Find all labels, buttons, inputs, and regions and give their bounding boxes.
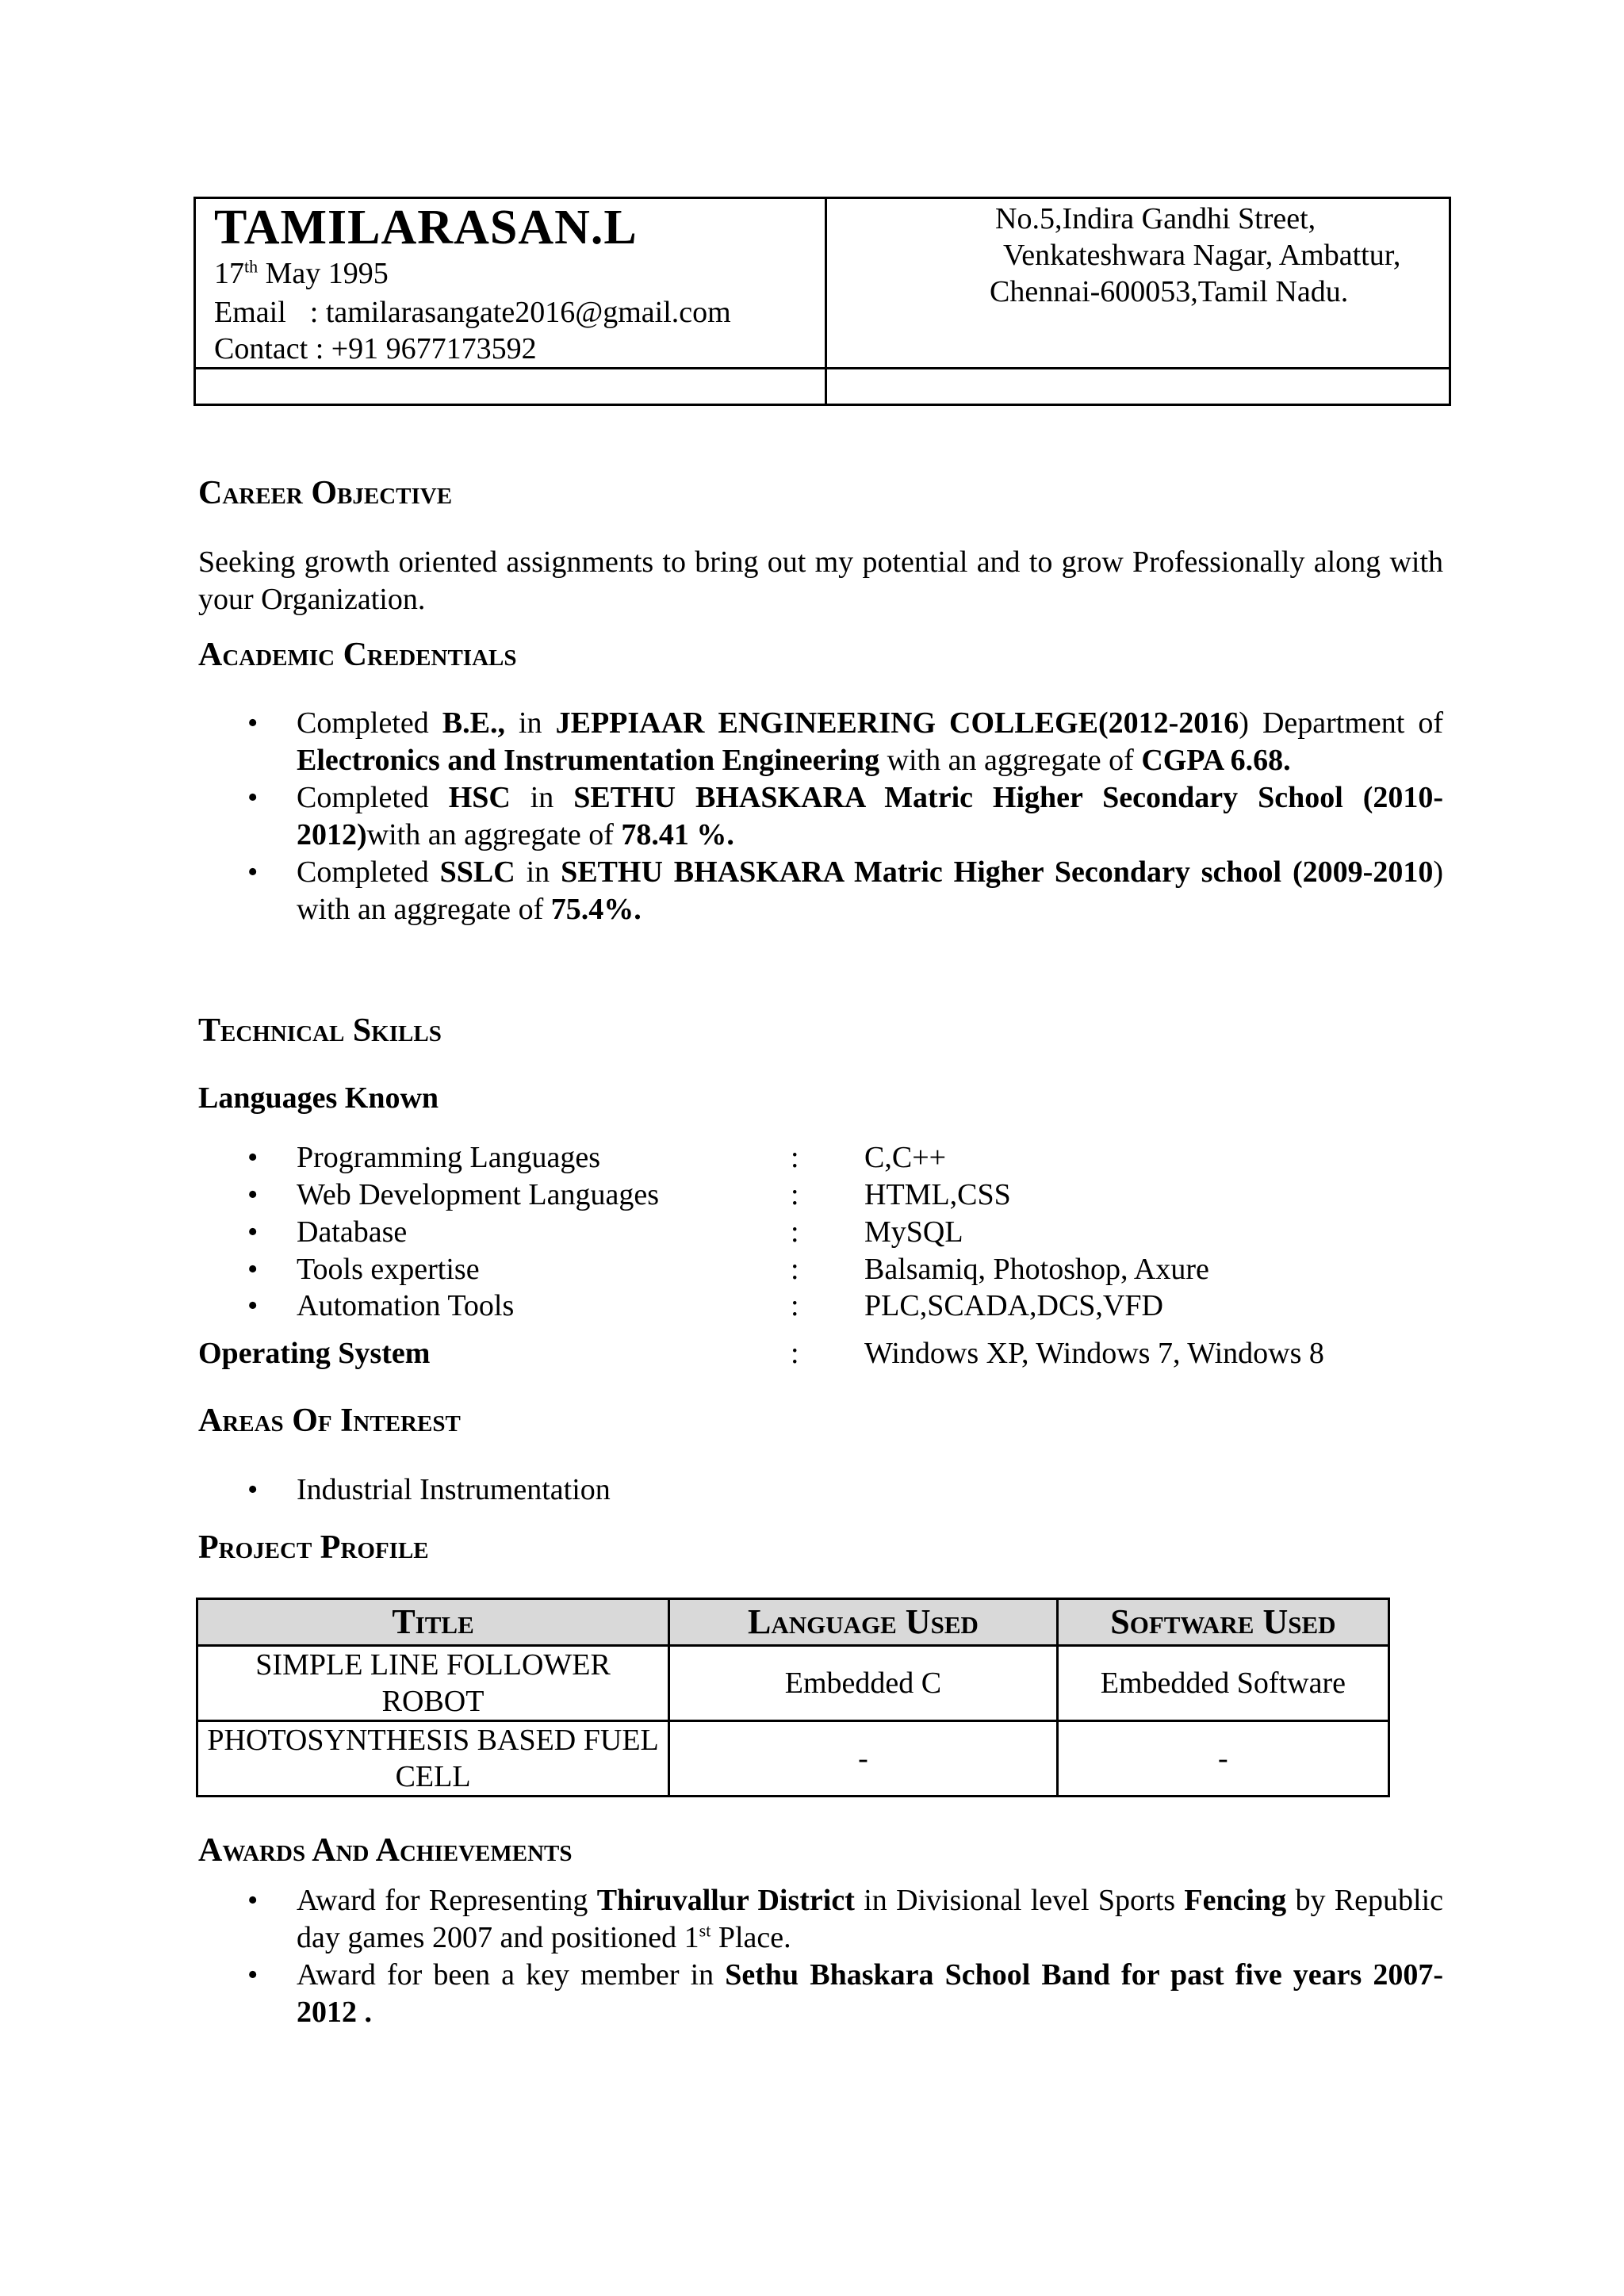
emphasis-text: 78.41 %. [621, 818, 734, 851]
skill-row [198, 1214, 1388, 1251]
project-col-language: Language Used [669, 1599, 1058, 1646]
list-text: in [510, 781, 574, 814]
interest-list [198, 1471, 1443, 1509]
list-text: Place. [710, 1921, 791, 1954]
list-text: ) Department of [1239, 706, 1443, 740]
emphasis-text: B.E., [442, 706, 505, 740]
date-of-birth: 17th May 1995 [214, 256, 389, 290]
academic-list [198, 705, 1443, 928]
skill-value: Balsamiq, Photoshop, Axure [864, 1253, 1209, 1286]
emphasis-text: SSLC [439, 855, 515, 889]
address-line-2: Venkateshwara Nagar, Ambattur, [1003, 239, 1401, 272]
languages-known-label: Languages Known [198, 1081, 439, 1115]
list-text: Completed [297, 706, 442, 740]
email-label: Email [214, 296, 286, 329]
list-text: ) with an aggregate of [297, 855, 1443, 926]
list-text: st [699, 1920, 711, 1941]
project-profile-title: Project Profile [198, 1529, 429, 1566]
emphasis-text: HSC [448, 781, 511, 814]
career-objective-title: Career Objective [198, 475, 453, 511]
table-row [197, 1646, 1389, 1721]
emphasis-text: Sethu Bhaskara School Band for past five years 2007-2012 . [297, 1958, 1443, 2029]
list-text: in [504, 706, 556, 740]
contact-line: Contact : +91 9677173592 [214, 332, 537, 365]
project-table-header-row [197, 1599, 1389, 1646]
skill-value: C,C++ [864, 1141, 947, 1174]
skill-label: Automation Tools [297, 1289, 515, 1322]
academic-item [198, 854, 1443, 928]
candidate-name: TAMILARASAN.L [214, 201, 638, 254]
technical-skills-title: Technical Skills [198, 1012, 442, 1049]
address-line-1: No.5,Indira Gandhi Street, [995, 202, 1316, 235]
skill-row [198, 1177, 1388, 1214]
list-text: Award for been a key member in [297, 1958, 726, 1992]
list-text: Completed [297, 781, 449, 814]
emphasis-text: Fencing [1184, 1884, 1287, 1917]
emphasis-text: CGPA 6.68. [1141, 744, 1291, 777]
project-table [196, 1598, 1390, 1797]
skill-value: PLC,SCADA,DCS,VFD [864, 1289, 1163, 1322]
project-software-cell: Embedded Software [1057, 1646, 1388, 1721]
list-text: in Divisional level Sports [854, 1884, 1185, 1917]
awards-list [198, 1882, 1443, 2031]
project-title-cell: SIMPLE LINE FOLLOWER ROBOT [197, 1646, 669, 1721]
academic-item [198, 779, 1443, 854]
skill-colon: : [791, 1178, 799, 1211]
awards-title: Awards And Achievements [198, 1832, 573, 1869]
skill-row [198, 1139, 1388, 1177]
academic-item [198, 705, 1443, 779]
emphasis-text: Thiruvallur District [596, 1884, 855, 1917]
bullet-icon: • [247, 1178, 259, 1211]
operating-system-row [198, 1335, 1388, 1372]
bullet-icon: • [247, 1253, 259, 1286]
skill-value: HTML,CSS [864, 1178, 1011, 1211]
skill-colon: : [791, 1253, 799, 1286]
project-col-software: Software Used [1057, 1599, 1388, 1646]
academic-credentials-title: Academic Credentials [198, 637, 517, 673]
emphasis-text: 75.4%. [550, 893, 642, 926]
emphasis-text: JEPPIAAR ENGINEERING COLLEGE(2012-2016 [555, 706, 1239, 740]
list-text: with an aggregate of [366, 818, 622, 851]
emphasis-text: SETHU BHASKARA Matric Higher Secondary School (2010-2012) [297, 781, 1444, 851]
operating-system-label: Operating System [198, 1337, 431, 1370]
list-text: with an aggregate of [879, 744, 1142, 777]
award-item [198, 1957, 1443, 2031]
skill-colon: : [791, 1289, 799, 1322]
emphasis-text: SETHU BHASKARA Matric Higher Secondary school (2009-2010 [561, 855, 1434, 889]
award-item [198, 1882, 1443, 1957]
email-line [214, 293, 731, 331]
list-text: Completed [297, 855, 440, 889]
email-value[interactable]: : tamilarasangate2016@gmail.com [309, 296, 731, 329]
bullet-icon: • [247, 1141, 259, 1174]
skill-colon: : [791, 1215, 799, 1249]
skill-row [198, 1251, 1388, 1288]
interest-item: • Industrial Instrumentation [198, 1471, 1443, 1509]
skill-colon: : [791, 1141, 799, 1174]
emphasis-text: Electronics and Instrumentation Engineering [297, 744, 880, 777]
operating-system-colon: : [791, 1337, 799, 1370]
skill-row [198, 1288, 1388, 1325]
list-text: Award for Representing [297, 1884, 597, 1917]
operating-system-value: Windows XP, Windows 7, Windows 8 [864, 1337, 1324, 1370]
career-objective-text: Seeking growth oriented assignments to bring out my potential and to grow Professionally along with your Organization. [198, 545, 1443, 616]
table-row [197, 1721, 1389, 1797]
project-title-cell: PHOTOSYNTHESIS BASED FUEL CELL [197, 1721, 669, 1797]
project-language-cell: Embedded C [669, 1646, 1058, 1721]
areas-of-interest-title: Areas Of Interest [198, 1402, 461, 1439]
skill-label: Programming Languages [297, 1141, 601, 1174]
skill-label: Database [297, 1215, 408, 1249]
skill-label: Web Development Languages [297, 1178, 660, 1211]
project-language-cell: - [669, 1721, 1058, 1797]
list-text: in [515, 855, 561, 889]
skill-value: MySQL [864, 1215, 963, 1249]
project-col-title: Title [197, 1599, 669, 1646]
bullet-icon: • [247, 1215, 259, 1249]
header-divider-vertical [825, 197, 827, 406]
address-line-3: Chennai-600053,Tamil Nadu. [990, 275, 1349, 308]
bullet-icon: • [247, 1289, 259, 1322]
skill-label: Tools expertise [297, 1253, 480, 1286]
list-text: by Republic day games 2007 and positioned 1 [297, 1884, 1443, 1954]
project-software-cell: - [1057, 1721, 1388, 1797]
